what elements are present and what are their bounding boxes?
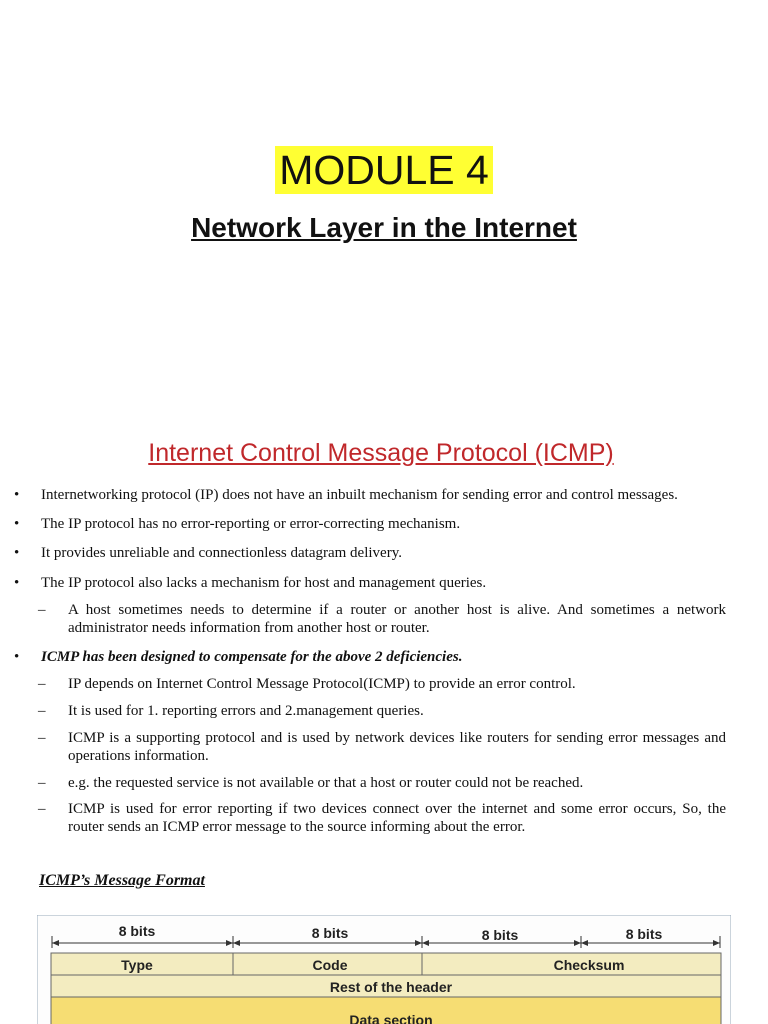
sub-bullet-text: ICMP is used for error reporting if two devices connect over the internet and some error occurs, So, the router sends an ICMP error message to the source informing about the error.: [68, 801, 726, 835]
message-format-label: ICMP’s Message Format: [39, 872, 205, 889]
bits-label: 8 bits: [118, 923, 156, 939]
bullet-text: The IP protocol has no error-reporting or error-correcting mechanism.: [41, 516, 461, 532]
sub-bullet-text: e.g. the requested service is not available or that a host or router could not be reached.: [68, 775, 584, 791]
bits-label: 8 bits: [481, 927, 519, 943]
icmp-heading: Internet Control Message Protocol (ICMP): [148, 439, 614, 467]
bits-label: 8 bits: [311, 925, 349, 941]
bullet-mark: •: [14, 649, 20, 665]
dash-mark: –: [38, 730, 46, 746]
sub-bullet-text: IP depends on Internet Control Message Protocol(ICMP) to provide an error control.: [68, 676, 576, 692]
data-section-label: Data section: [349, 1012, 433, 1024]
checksum-label: Checksum: [553, 957, 625, 973]
bullet-text: Internetworking protocol (IP) does not have an inbuilt mechanism for sending error and control messages.: [41, 487, 678, 503]
sub-bullet-text: ICMP is a supporting protocol and is used by network devices like routers for sending error messages and operations information.: [68, 730, 726, 764]
sub-bullet-text: It is used for 1. reporting errors and 2.management queries.: [68, 703, 424, 719]
bullet-text: The IP protocol also lacks a mechanism for host and management queries.: [41, 575, 487, 591]
dash-mark: –: [38, 602, 46, 618]
bits-label: 8 bits: [625, 926, 663, 942]
bullet-mark: •: [14, 516, 20, 532]
module-subtitle: Network Layer in the Internet: [191, 212, 577, 243]
type-label: Type: [121, 957, 153, 973]
bullet-mark: •: [14, 575, 20, 591]
bullet-text-emphasis: ICMP has been designed to compensate for the above 2 deficiencies.: [41, 649, 463, 665]
rest-of-header-label: Rest of the header: [329, 979, 453, 995]
title-block: [0, 146, 768, 194]
dash-mark: –: [38, 775, 46, 791]
dash-mark: –: [38, 676, 46, 692]
sub-bullet-text: A host sometimes needs to determine if a router or another host is alive. And sometimes a network administrator needs information from another host or router.: [68, 602, 726, 636]
code-label: Code: [312, 957, 348, 973]
bullet-mark: •: [14, 487, 20, 503]
dash-mark: –: [38, 801, 46, 817]
bullet-mark: •: [14, 545, 20, 561]
icmp-format-diagram: [37, 915, 731, 1024]
dash-mark: –: [38, 703, 46, 719]
icmp-format-svg: [37, 915, 731, 1024]
bullet-text: It provides unreliable and connectionless datagram delivery.: [41, 545, 402, 561]
module-title: MODULE 4: [275, 146, 493, 194]
